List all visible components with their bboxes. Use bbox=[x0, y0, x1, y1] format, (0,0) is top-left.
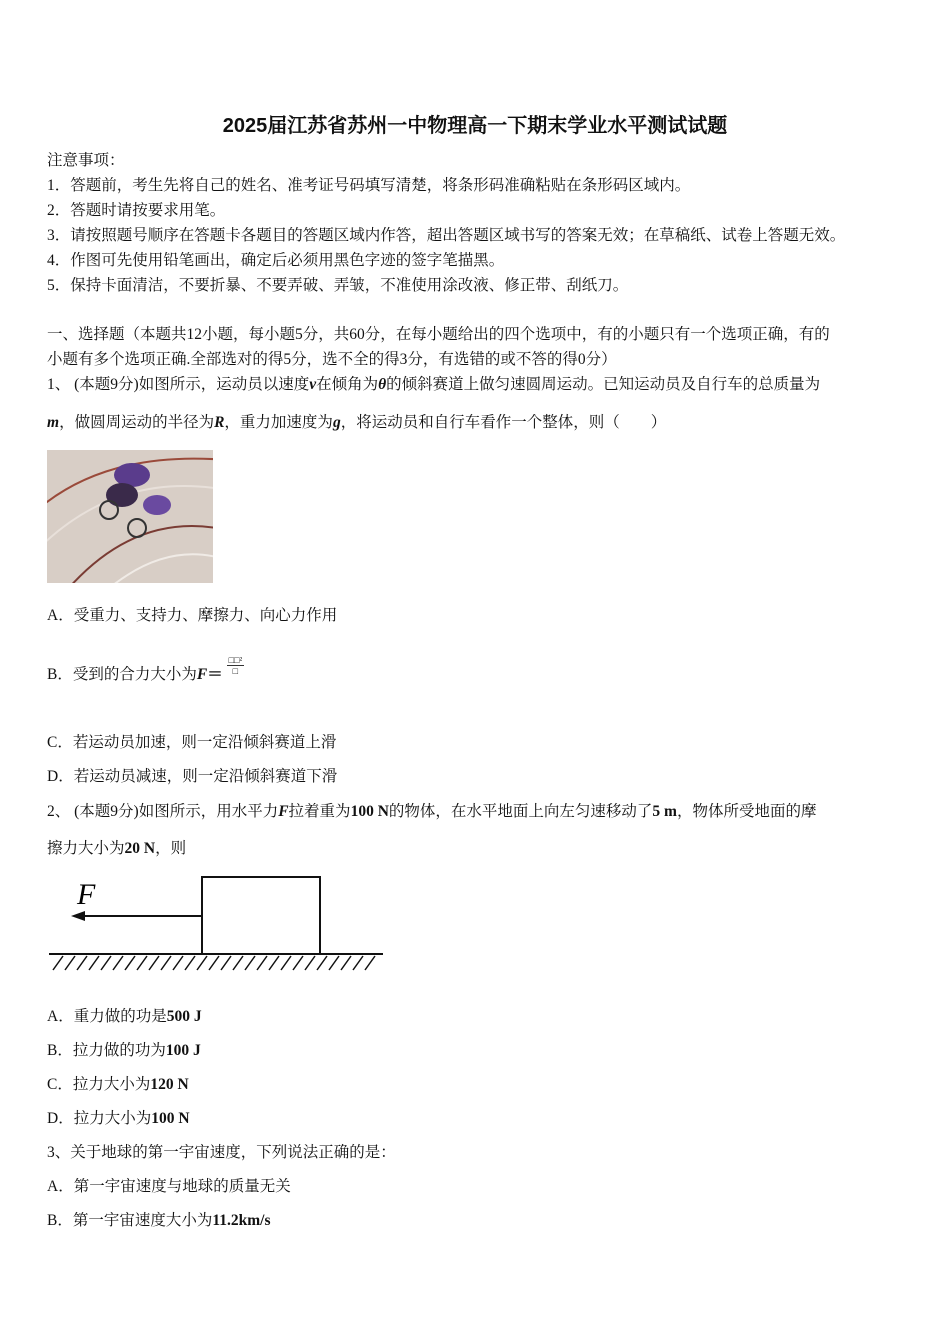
text: 擦力大小为 bbox=[47, 840, 125, 857]
notice-item: 1．答题前，考生先将自己的姓名、准考证号码填写清楚，将条形码准确粘贴在条形码区域内。 bbox=[47, 177, 691, 194]
q1-option-b bbox=[47, 655, 244, 686]
value: 100 J bbox=[165, 1042, 201, 1059]
text: ，物体所受地面的摩 bbox=[676, 803, 817, 820]
q3-option-a: A．第一宇宙速度与地球的质量无关 bbox=[47, 1178, 291, 1195]
notice-item: 2．答题时请按要求用笔。 bbox=[47, 202, 226, 219]
q1-option-a: A．受重力、支持力、摩擦力、向心力作用 bbox=[47, 607, 338, 624]
q2-option-b bbox=[47, 1041, 201, 1061]
value: 5 m bbox=[652, 803, 677, 820]
q1-option-c: C．若运动员加速，则一定沿倾斜赛道上滑 bbox=[47, 734, 337, 751]
equals: ＝ bbox=[207, 666, 223, 684]
q3-stem: 3、关于地球的第一宇宙速度，下列说法正确的是： bbox=[47, 1144, 396, 1161]
text: B．第一宇宙速度大小为 bbox=[47, 1212, 213, 1229]
text: ，做圆周运动的半径为 bbox=[59, 414, 215, 431]
ground-hatching bbox=[53, 956, 375, 970]
text: 的物体，在水平地面上向左匀速移动了 bbox=[388, 803, 653, 820]
text: ，将运动员和自行车看作一个整体，则（ ） bbox=[340, 414, 667, 431]
notice-heading: 注意事项： bbox=[47, 152, 125, 169]
force-label: F bbox=[77, 878, 96, 911]
text: B．受到的合力大小为 bbox=[47, 666, 197, 684]
text: C．拉力大小为 bbox=[47, 1076, 151, 1093]
var-v: v bbox=[309, 376, 317, 393]
q2-stem bbox=[47, 839, 186, 859]
text: ，则 bbox=[155, 840, 187, 857]
var-F: F bbox=[278, 803, 289, 820]
notice-item: 3．请按照题号顺序在答题卡各题目的答题区域内作答，超出答题区域书写的答案无效；在草稿纸、试卷上答题无效。 bbox=[47, 227, 846, 244]
q1-option-d: D．若运动员减速，则一定沿倾斜赛道下滑 bbox=[47, 768, 338, 785]
var-m: m bbox=[47, 414, 60, 431]
q2-option-a bbox=[47, 1007, 202, 1027]
value: 500 J bbox=[166, 1008, 202, 1025]
numerator: □□² bbox=[228, 655, 243, 665]
q2-option-d bbox=[47, 1109, 190, 1129]
value: 120 N bbox=[150, 1076, 189, 1093]
var-F: F bbox=[196, 666, 208, 684]
value: 20 N bbox=[124, 840, 156, 857]
value: 100 N bbox=[151, 1110, 190, 1127]
force-diagram bbox=[45, 870, 390, 975]
page-title: 2025届江苏省苏州一中物理高一下期末学业水平测试试题 bbox=[222, 115, 728, 137]
var-R: R bbox=[214, 414, 225, 431]
value: 11.2km/s bbox=[212, 1212, 271, 1229]
fraction bbox=[227, 655, 245, 676]
text: 拉着重为 bbox=[288, 803, 351, 820]
text: 的倾斜赛道上做匀速圆周运动。已知运动员及自行车的总质量为 bbox=[386, 376, 821, 393]
q3-option-b bbox=[47, 1211, 270, 1231]
cyclist-photo bbox=[47, 450, 213, 583]
text: ，重力加速度为 bbox=[224, 414, 333, 431]
text: 在倾角为 bbox=[316, 376, 379, 393]
text: B．拉力做的功为 bbox=[47, 1042, 166, 1059]
var-theta: θ bbox=[378, 376, 387, 393]
section-intro: 小题有多个选项正确.全部选对的得5分，选不全的得3分，有选错的或不答的得0分） bbox=[47, 351, 617, 368]
var-g: g bbox=[332, 414, 341, 431]
q1-stem bbox=[47, 375, 820, 395]
text: 1、 (本题9分)如图所示，运动员以速度 bbox=[47, 376, 310, 393]
value: 100 N bbox=[350, 803, 389, 820]
text: A．重力做的功是 bbox=[47, 1008, 167, 1025]
denominator: □ bbox=[232, 666, 239, 676]
text: D．拉力大小为 bbox=[47, 1110, 152, 1127]
q2-stem bbox=[47, 802, 816, 822]
notice-item: 5．保持卡面清洁，不要折暴、不要弄破、弄皱，不准使用涂改液、修正带、刮纸刀。 bbox=[47, 277, 629, 294]
q1-stem bbox=[47, 413, 666, 433]
section-intro: 一、选择题（本题共12小题，每小题5分，共60分，在每小题给出的四个选项中，有的小题只有一个选项正确，有的 bbox=[47, 326, 830, 343]
text: 2、 (本题9分)如图所示，用水平力 bbox=[47, 803, 279, 820]
block bbox=[202, 877, 320, 954]
q2-option-c bbox=[47, 1075, 189, 1095]
arrow-head-icon bbox=[71, 911, 85, 921]
notice-item: 4．作图可先使用铅笔画出，确定后必须用黑色字迹的签字笔描黑。 bbox=[47, 252, 505, 269]
